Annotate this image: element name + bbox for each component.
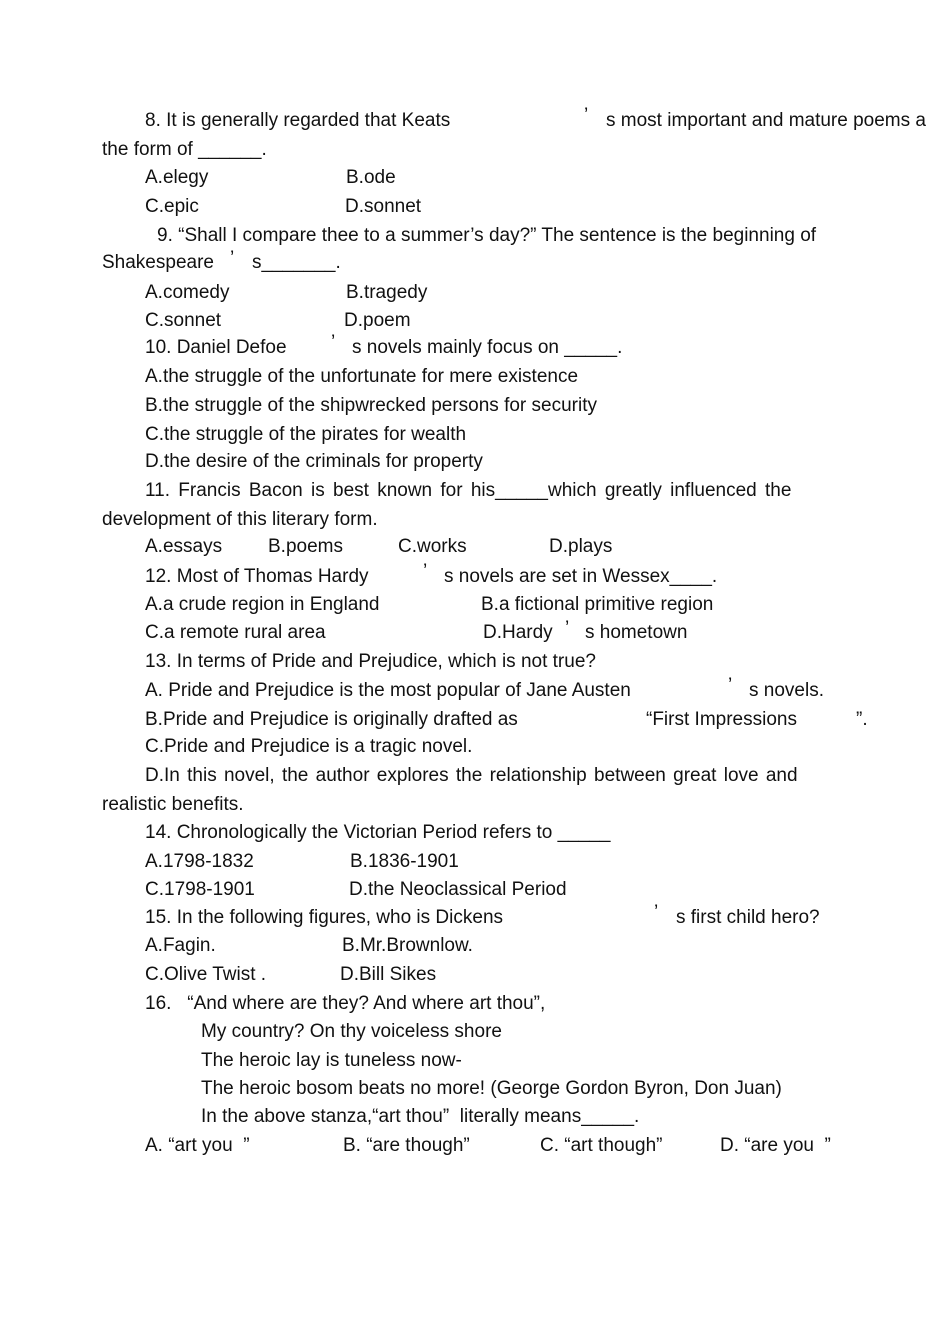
- q10-stem-part2: s novels mainly focus on _____.: [352, 337, 623, 358]
- q14-option-b: B.1836-1901: [350, 851, 459, 872]
- q8-option-d: D.sonnet: [345, 196, 422, 217]
- q11-option-d: D.plays: [549, 536, 613, 557]
- q10-option-d: D.the desire of the criminals for property: [145, 451, 483, 472]
- q9-option-b: B.tragedy: [346, 282, 428, 303]
- q8-option-a: A.elegy: [145, 167, 209, 188]
- q13-option-a-part2: s novels.: [749, 680, 824, 701]
- q9-option-c: C.sonnet: [145, 310, 222, 331]
- q12-option-a: A.a crude region in England: [145, 594, 380, 615]
- q14-option-c: C.1798-1901: [145, 879, 255, 900]
- q15-apostrophe: ’: [654, 902, 659, 923]
- q14-option-d: D.the Neoclassical Period: [349, 879, 567, 900]
- q10-option-a: A.the struggle of the unfortunate for mere existence: [145, 366, 579, 387]
- q16-line3: The heroic lay is tuneless now-: [201, 1050, 462, 1071]
- q16-line2: My country? On thy voiceless shore: [201, 1021, 502, 1042]
- q16-line4: The heroic bosom beats no more! (George Gordon Byron, Don Juan): [201, 1078, 782, 1099]
- q13-option-b-part3: ”.: [856, 709, 868, 730]
- q9-option-a: A.comedy: [145, 282, 230, 303]
- q8-stem-line2: the form of ______.: [102, 139, 267, 160]
- q16-line5: In the above stanza,“art thou” literally means_____.: [201, 1106, 640, 1127]
- q10-option-c: C.the struggle of the pirates for wealth: [145, 424, 467, 445]
- q16-option-b: B. “are though”: [343, 1135, 470, 1156]
- q12-option-d-part1: D.Hardy: [483, 622, 553, 643]
- q11-stem-line2: development of this literary form.: [102, 509, 378, 530]
- q15-option-c: C.Olive Twist .: [145, 964, 267, 985]
- q12-option-b: B.a fictional primitive region: [481, 594, 714, 615]
- q9-stem-line1: 9. “Shall I compare thee to a summer’s day?” The sentence is the beginning of: [157, 225, 817, 246]
- q12-stem-part2: s novels are set in Wessex____.: [444, 566, 718, 587]
- q13-option-b-part1: B.Pride and Prejudice is originally drafted as: [145, 709, 518, 730]
- q13-stem: 13. In terms of Pride and Prejudice, which is not true?: [145, 651, 596, 672]
- q12-stem-part1: 12. Most of Thomas Hardy: [145, 566, 369, 587]
- q9-apostrophe: ’: [230, 248, 235, 269]
- q15-option-b: B.Mr.Brownlow.: [342, 935, 473, 956]
- q15-stem-part1: 15. In the following figures, who is Dickens: [145, 907, 504, 928]
- q13-option-c: C.Pride and Prejudice is a tragic novel.: [145, 736, 473, 757]
- q8-stem-part1: 8. It is generally regarded that Keats: [145, 110, 451, 131]
- q8-option-c: C.epic: [145, 196, 199, 217]
- q16-option-d: D. “are you ”: [720, 1135, 831, 1156]
- q13-option-d-line2: realistic benefits.: [102, 794, 244, 815]
- q9-stem-part1: Shakespeare: [102, 252, 214, 273]
- q12-option-d-part2: s hometown: [585, 622, 688, 643]
- q10-option-b: B.the struggle of the shipwrecked persons for security: [145, 395, 598, 416]
- q14-stem: 14. Chronologically the Victorian Period refers to _____: [145, 822, 611, 843]
- q15-stem-part2: s first child hero?: [676, 907, 820, 928]
- q16-option-a: A. “art you ”: [145, 1135, 250, 1156]
- q8-stem-part2: s most important and mature poems a: [606, 110, 926, 131]
- q11-option-b: B.poems: [268, 536, 343, 557]
- q8-apostrophe: ’: [584, 105, 589, 126]
- q15-option-a: A.Fagin.: [145, 935, 216, 956]
- q13-option-b-part2: “First Impressions: [646, 709, 797, 730]
- q14-option-a: A.1798-1832: [145, 851, 254, 872]
- q11-option-c: C.works: [398, 536, 467, 557]
- q10-apostrophe: ’: [331, 332, 336, 353]
- q8-option-b: B.ode: [346, 167, 396, 188]
- q12-option-c: C.a remote rural area: [145, 622, 326, 643]
- q11-option-a: A.essays: [145, 536, 223, 557]
- q9-stem-part2: s_______.: [252, 252, 341, 273]
- q9-option-d: D.poem: [344, 310, 411, 331]
- q11-stem-line1: 11. Francis Bacon is best known for his_____which greatly influenced the: [145, 480, 792, 501]
- q13-option-a-part1: A. Pride and Prejudice is the most popular of Jane Austen: [145, 680, 631, 701]
- q15-option-d: D.Bill Sikes: [340, 964, 437, 985]
- q12-option-d-apostrophe: ’: [565, 618, 570, 639]
- q12-apostrophe: ’: [423, 561, 428, 582]
- q13-option-d-line1: D.In this novel, the author explores the relationship between great love and: [145, 765, 798, 786]
- q10-stem-part1: 10. Daniel Defoe: [145, 337, 287, 358]
- q16-option-c: C. “art though”: [540, 1135, 663, 1156]
- q16-line1: 16. “And where are they? And where art thou”,: [145, 993, 546, 1014]
- q13-option-a-apostrophe: ’: [728, 675, 733, 696]
